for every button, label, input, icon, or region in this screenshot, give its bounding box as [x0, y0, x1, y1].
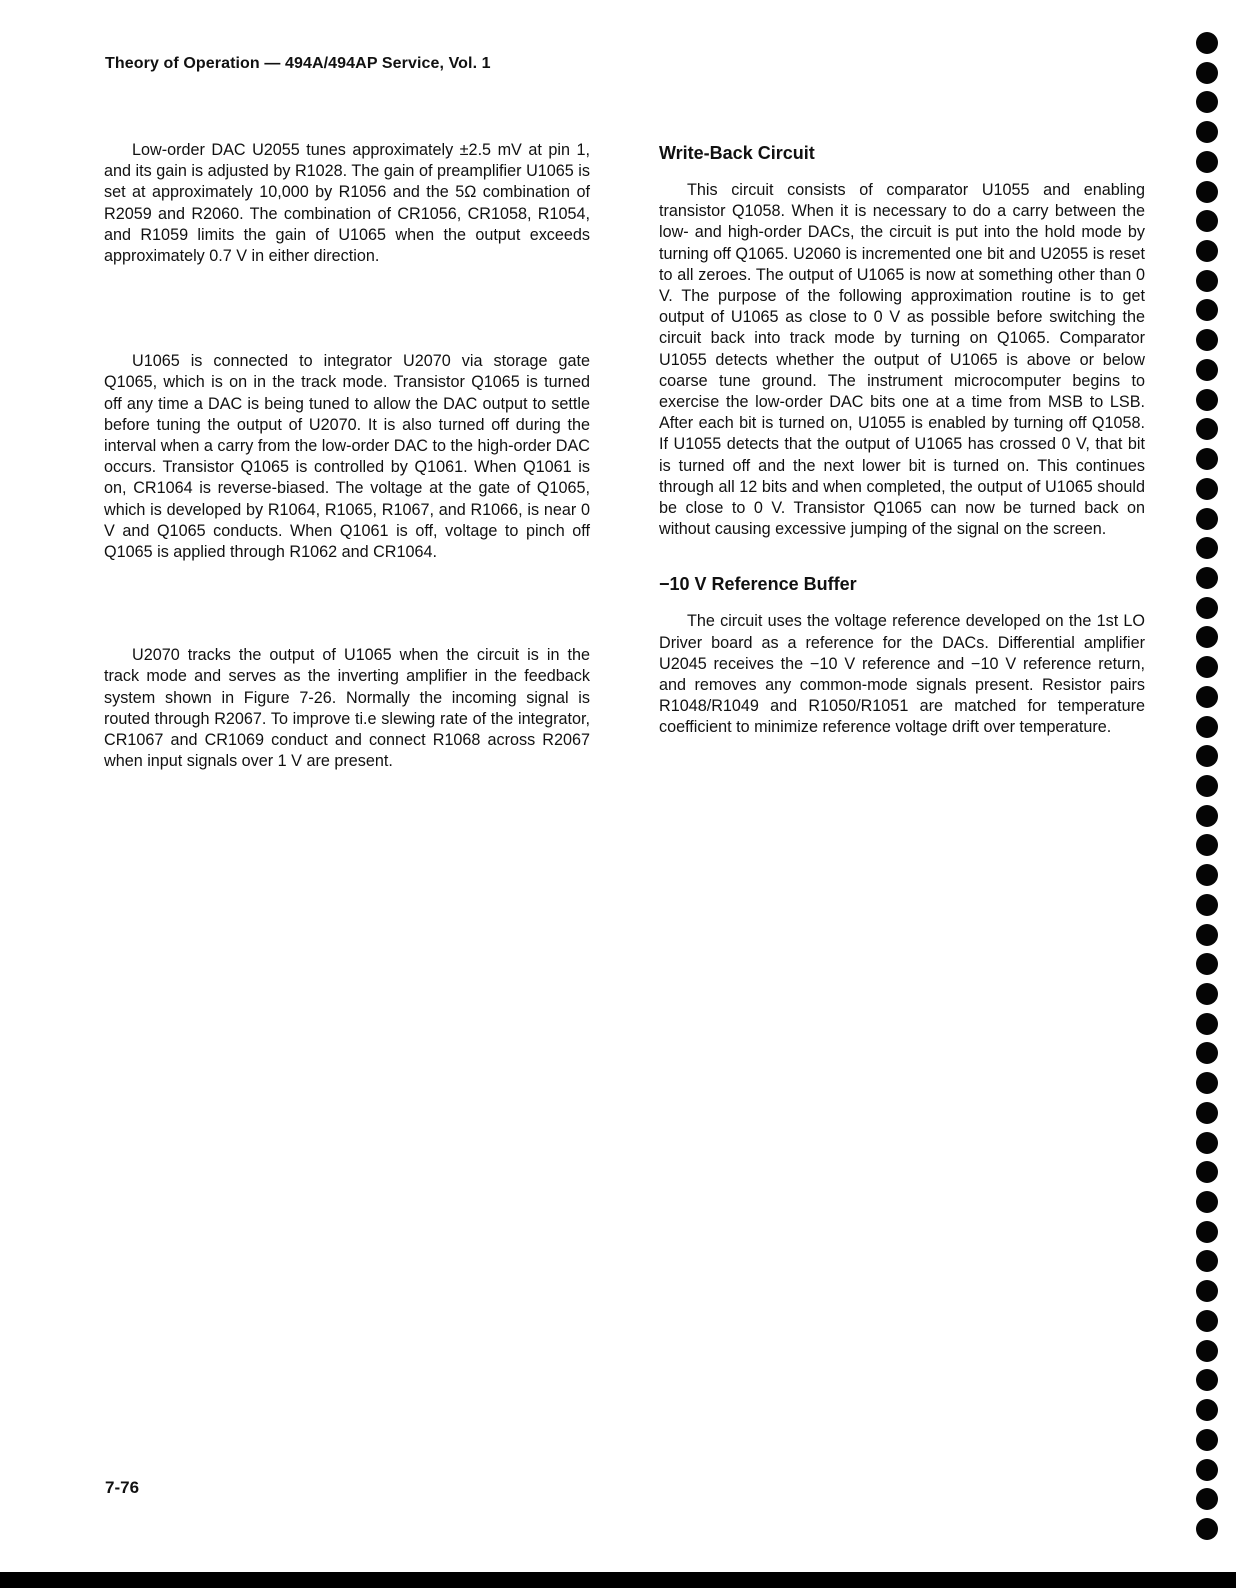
binding-hole — [1196, 1221, 1218, 1243]
binding-hole — [1196, 1102, 1218, 1124]
binding-hole — [1196, 1399, 1218, 1421]
binding-hole — [1196, 1013, 1218, 1035]
binding-hole — [1196, 953, 1218, 975]
binding-hole — [1196, 478, 1218, 500]
page-header: Theory of Operation — 494A/494AP Service, Vol. 1 — [105, 55, 491, 72]
binding-hole — [1196, 418, 1218, 440]
binding-hole — [1196, 91, 1218, 113]
binding-hole — [1196, 834, 1218, 856]
binding-hole — [1196, 299, 1218, 321]
binding-hole — [1196, 745, 1218, 767]
binding-hole — [1196, 567, 1218, 589]
paragraph-dac-gain: Low-order DAC U2055 tunes approximately ±2.5 mV at pin 1, and its gain is adjusted by R1028. The gain of preamplifier U1065 is set at approximately 10,000 by R1056 and the 5Ω combination of R2059 and R2060. The combination of CR1056, CR1058, R1054, and R1059 limits the gain of U1065 when the output exceeds approximately 0.7 V in either direction. — [104, 141, 590, 266]
binding-hole — [1196, 1429, 1218, 1451]
binding-hole — [1196, 240, 1218, 262]
page-number: 7-76 — [105, 1478, 140, 1497]
binding-hole — [1196, 1518, 1218, 1540]
binding-hole — [1196, 1072, 1218, 1094]
binding-hole — [1196, 1250, 1218, 1272]
binding-hole — [1196, 181, 1218, 203]
binding-hole — [1196, 537, 1218, 559]
binding-hole — [1196, 270, 1218, 292]
right-column — [659, 143, 1145, 739]
binding-hole — [1196, 656, 1218, 678]
binding-hole — [1196, 62, 1218, 84]
binding-holes — [1196, 32, 1218, 1540]
paragraph-write-back: This circuit consists of comparator U1055 and enabling transistor Q1058. When it is necessary to do a carry between the low- and high-order DACs, the circuit is put into the hold mode by turning off Q1065. U2060 is incremented one bit and U2055 is reset to all zeroes. The output of U1065 is now at something other than 0 V. The purpose of the following approximation routine is to get output of U1065 as close to 0 V as possible before switching the circuit back into track mode by turning on Q1065. Comparator U1055 detects whether the output of U1065 is above or below coarse tune ground. The instrument microcomputer begins to exercise the low-order DAC bits one at a time from MSB to LSB. After each bit is turned on, U1055 is enabled by turning off Q1058. If U1055 detects that the output of U1065 has crossed 0 V, that bit is turned off and the next lower bit is turned on. This continues through all 12 bits and when completed, the output of U1065 should be close to 0 V. Transistor Q1065 can now be turned back on without causing excessive jumping of the signal on the screen. — [659, 181, 1145, 539]
binding-hole — [1196, 121, 1218, 143]
paragraph-storage-gate: U1065 is connected to integrator U2070 via storage gate Q1065, which is on in the track mode. Transistor Q1065 is turned off any time a DAC is being tuned to allow the DAC output to settle before tuning the output of U2070. It is also turned off during the interval when a carry from the low-order DAC to the high-order DAC occurs. Transistor Q1065 is controlled by Q1061. When Q1061 is on, CR1064 is reverse-biased. The voltage at the gate of Q1065, which is developed by R1064, R1065, R1067, and R1066, is near 0 V and Q1065 conducts. When Q1061 is off, voltage to pinch off Q1065 is applied through R1062 and CR1064. — [104, 352, 590, 562]
binding-hole — [1196, 508, 1218, 530]
binding-hole — [1196, 151, 1218, 173]
binding-hole — [1196, 864, 1218, 886]
binding-hole — [1196, 805, 1218, 827]
binding-hole — [1196, 389, 1218, 411]
binding-hole — [1196, 775, 1218, 797]
binding-hole — [1196, 686, 1218, 708]
binding-hole — [1196, 597, 1218, 619]
binding-hole — [1196, 1161, 1218, 1183]
binding-hole — [1196, 1488, 1218, 1510]
binding-hole — [1196, 1459, 1218, 1481]
binding-hole — [1196, 1340, 1218, 1362]
paragraph-integrator-tracking: U2070 tracks the output of U1065 when the circuit is in the track mode and serves as the inverting amplifier in the feedback system shown in Figure 7-26. Normally the incoming signal is routed through R2067. To improve ti.e slewing rate of the integrator, CR1067 and CR1069 conduct and connect R1068 across R2067 when input signals over 1 V are present. — [104, 646, 590, 771]
section-heading-reference-buffer: −10 V Reference Buffer — [659, 574, 857, 595]
binding-hole — [1196, 448, 1218, 470]
binding-hole — [1196, 210, 1218, 232]
binding-hole — [1196, 1132, 1218, 1154]
binding-hole — [1196, 626, 1218, 648]
binding-hole — [1196, 983, 1218, 1005]
binding-hole — [1196, 1310, 1218, 1332]
binding-hole — [1196, 1280, 1218, 1302]
binding-hole — [1196, 359, 1218, 381]
binding-hole — [1196, 1191, 1218, 1213]
binding-hole — [1196, 32, 1218, 54]
binding-hole — [1196, 716, 1218, 738]
binding-hole — [1196, 1042, 1218, 1064]
binding-hole — [1196, 329, 1218, 351]
binding-hole — [1196, 924, 1218, 946]
left-column — [104, 140, 590, 772]
binding-hole — [1196, 1369, 1218, 1391]
section-heading-write-back: Write-Back Circuit — [659, 143, 815, 163]
binding-hole — [1196, 894, 1218, 916]
scan-edge-bar — [0, 1572, 1236, 1588]
paragraph-reference-buffer: The circuit uses the voltage reference developed on the 1st LO Driver board as a reference for the DACs. Differential amplifier U2045 receives the −10 V reference and −10 V reference return, and removes any common-mode signals present. Resistor pairs R1048/R1049 and R1050/R1051 are matched for temperature coefficient to minimize reference voltage drift over temperature. — [659, 612, 1145, 737]
